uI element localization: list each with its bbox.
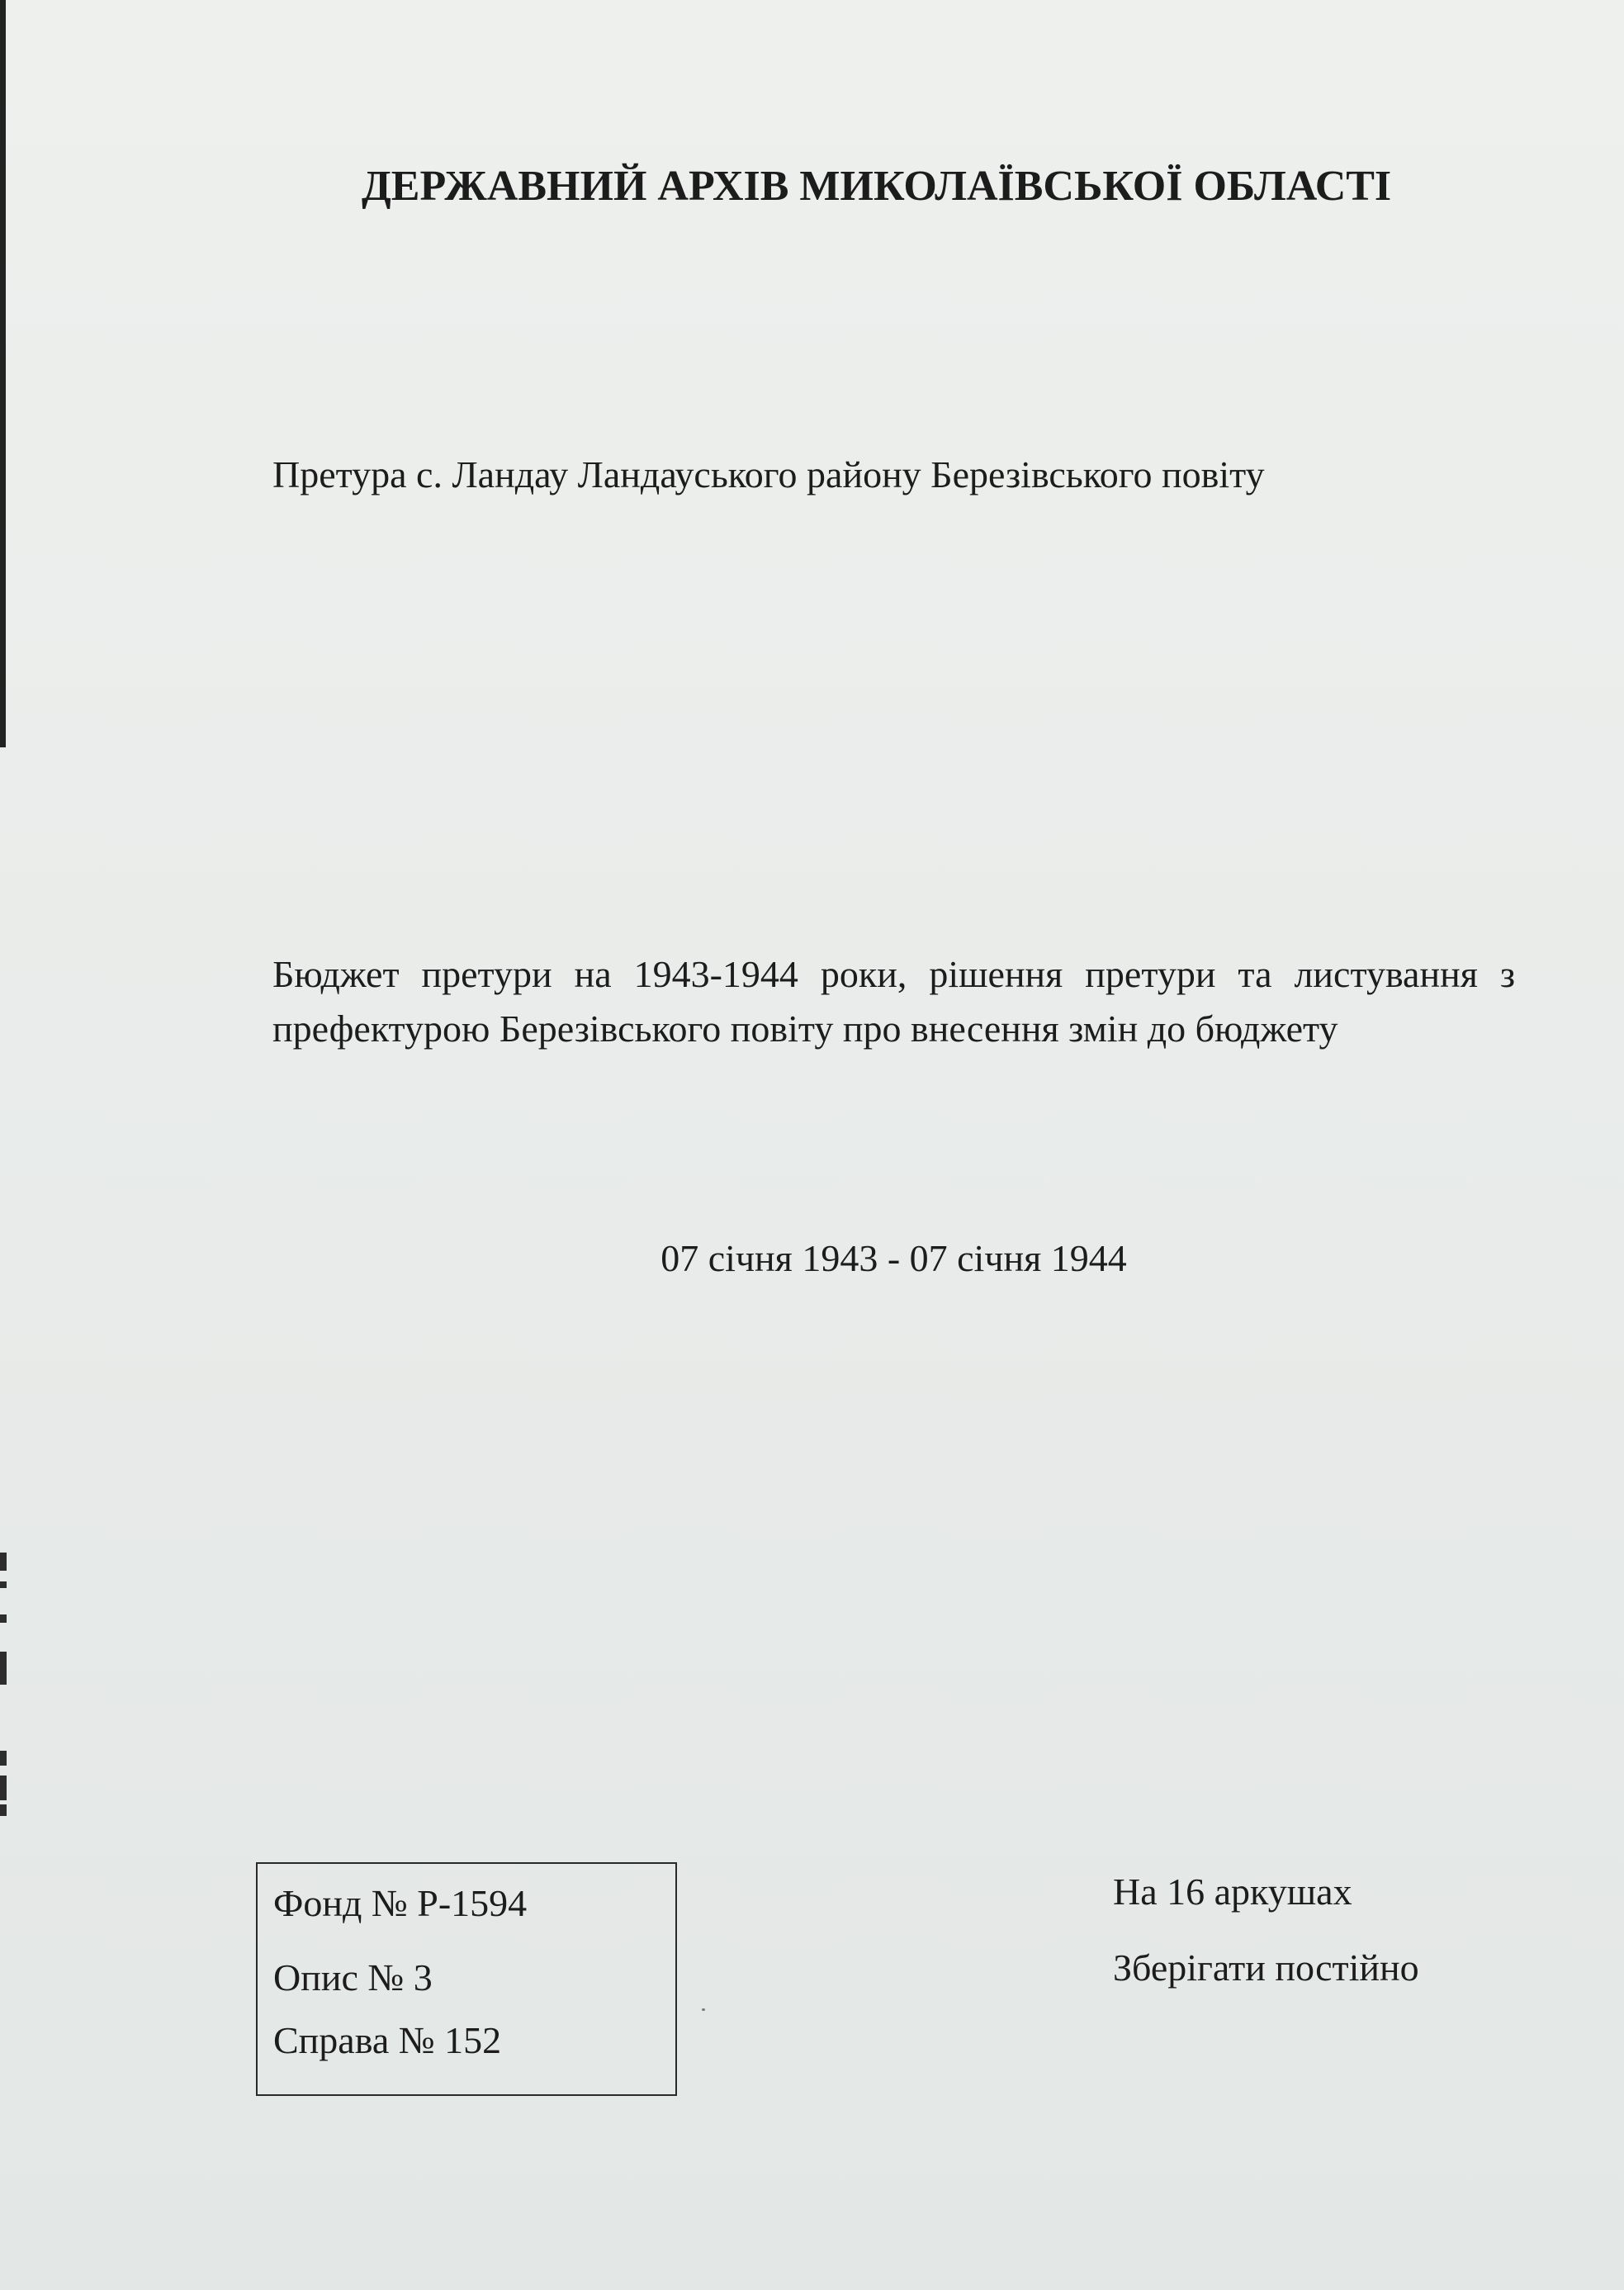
left-edge-shadow	[0, 0, 6, 747]
paper-speck	[702, 2008, 705, 2011]
opys-number: Опис № 3	[273, 1956, 433, 1998]
sheet-count: На 16 аркушах	[1113, 1870, 1352, 1913]
archival-reference-box	[256, 1862, 677, 2096]
edge-speck	[0, 1614, 7, 1623]
edge-speck	[0, 1652, 7, 1685]
edge-speck	[0, 1804, 7, 1816]
retention-note: Зберігати постійно	[1113, 1946, 1419, 1989]
fond-number: Фонд № Р-1594	[273, 1882, 528, 1924]
case-title: Бюджет претури на 1943-1944 роки, рішення претури та листування з префектурою Березівського повіту про внесення змін до бюджету	[272, 953, 1515, 1050]
date-range: 07 січня 1943 - 07 січня 1944	[660, 1237, 1127, 1279]
archive-title: ДЕРЖАВНИЙ АРХІВ МИКОЛАЇВСЬКОЇ ОБЛАСТІ	[362, 163, 1392, 210]
edge-speck	[0, 1581, 7, 1588]
edge-speck	[0, 1776, 7, 1800]
edge-speck	[0, 1553, 7, 1571]
edge-speck	[0, 1751, 7, 1766]
sprava-number: Справа № 152	[273, 2019, 502, 2061]
institution-name: Претура с. Ландау Ландауського району Березівського повіту	[272, 453, 1265, 495]
